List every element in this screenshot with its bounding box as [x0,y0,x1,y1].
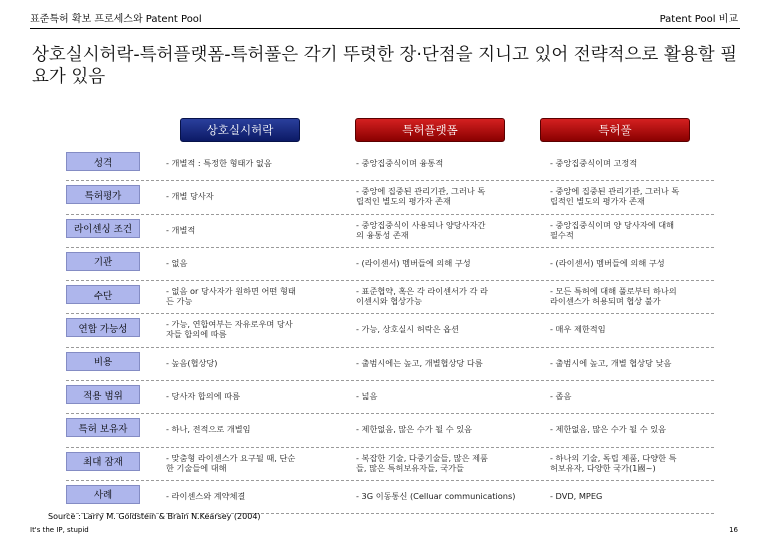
row-label: 적용 범위 [66,385,140,404]
cross-license-cell: - 개별적 [166,224,196,235]
row-label: 특허평가 [66,185,140,204]
patent-platform-cell: - 표준협약, 혹은 각 라이센서가 각 라 이센시와 협상가능 [356,286,488,307]
patent-pool-cell: - 제한없음, 많은 수가 될 수 있음 [550,424,667,435]
slide-title: 상호실시허락-특허플랫폼-특허풀은 각기 뚜렷한 장·단점을 지니고 있어 전략적으로 활용할 필요가 있음 [32,45,738,87]
cross-license-cell: - 없음 or 당사자가 원하면 어떤 형태 든 가능 [166,286,296,307]
cross-license-cell: - 높음(협상당) [166,357,218,368]
column-header-patent-pool: 특허풀 [540,118,690,142]
cross-license-cell: - 당사자 합의에 따름 [166,391,241,402]
table-row [66,448,714,481]
header-left-text: 표준특허 확보 프로세스와 Patent Pool [30,14,202,25]
cross-license-cell: - 라이센스와 계약체결 [166,490,246,501]
footer-left-text: It's the IP, stupid [30,526,89,534]
row-label: 수단 [66,285,140,304]
cross-license-cell: - 맞춤형 라이센스가 요구될 때, 단순 한 기술들에 대해 [166,452,296,473]
source-citation: Source : Larry M. Goldstein & Brain N.Kearsey (2004) [48,512,261,521]
patent-pool-cell: - (라이센서) 멤버들에 의해 구성 [550,257,665,268]
patent-pool-cell: - DVD, MPEG [550,490,603,501]
patent-platform-cell: - 3G 이동통신 (Celluar communications) [356,490,516,501]
cross-license-cell: - 개별적 : 특정한 형태가 없음 [166,158,272,168]
row-label: 성격 [66,152,140,171]
patent-platform-cell: - 넓음 [356,391,378,402]
table-row [66,181,714,214]
row-label: 사례 [66,485,140,504]
cross-license-cell: - 가능, 연합여부는 자유로우며 당사 자들 합의에 따름 [166,319,293,340]
column-header-cross-license: 상호실시허락 [180,118,300,142]
patent-pool-cell: - 좁음 [550,391,572,402]
header-rule [30,28,740,29]
patent-pool-cell: - 매우 제한적임 [550,324,606,335]
patent-pool-cell: - 중앙집중식이며 고정적 [550,158,638,168]
table-row [66,281,714,314]
patent-pool-cell: - 하나의 기술, 독립 제품, 다양한 특 허보유자, 다양한 국가(1國~) [550,452,677,473]
cross-license-cell: - 개별 당사자 [166,191,214,202]
patent-pool-cell: - 중앙집중식이며 양 당사자에 대해 필수적 [550,219,675,240]
row-label: 라이센싱 조건 [66,219,140,238]
patent-pool-cell: - 중앙에 집중된 관리기관, 그러나 독 립적인 별도의 평가자 존재 [550,186,680,207]
table-row [66,314,714,347]
header-right-text: Patent Pool 비교 [659,14,738,25]
patent-pool-cell: - 모든 특허에 대해 풀로부터 하나의 라이센스가 허용되며 협상 불가 [550,286,677,307]
cross-license-cell: - 없음 [166,257,188,268]
table-row [66,381,714,414]
cross-license-cell: - 하나, 전적으로 개별임 [166,424,251,435]
table-row [66,414,714,447]
page-number: 16 [729,526,738,534]
patent-platform-cell: - 출범시에는 높고, 개별협상당 다름 [356,357,483,368]
patent-platform-cell: - 중앙에 집중된 관리기관, 그러나 독 립적인 별도의 평가자 존재 [356,186,486,207]
row-label: 연합 가능성 [66,318,140,337]
table-row [66,481,714,514]
row-label: 특허 보유자 [66,418,140,437]
row-label: 비용 [66,352,140,371]
table-row [66,148,714,181]
patent-platform-cell: - 중앙집중식이 사용되나 양당사자간 의 융통성 존재 [356,219,486,240]
row-label: 최대 잠재 [66,452,140,471]
patent-platform-cell: - (라이센서) 멤버들에 의해 구성 [356,257,471,268]
table-row [66,348,714,381]
table-row [66,248,714,281]
patent-platform-cell: - 가능, 상호실시 허락은 옵션 [356,324,459,335]
row-label: 기관 [66,252,140,271]
patent-pool-cell: - 출범시에 높고, 개별 협상당 낮음 [550,357,672,368]
table-row [66,215,714,248]
patent-platform-cell: - 복잡한 기술, 다중기술들, 많은 제품 들, 많은 특허보유자들, 국가들 [356,452,488,473]
patent-platform-cell: - 제한없음, 많은 수가 될 수 있음 [356,424,473,435]
patent-platform-cell: - 중앙집중식이며 융통적 [356,158,444,168]
column-header-patent-platform: 특허플랫폼 [355,118,505,142]
comparison-table [66,148,714,514]
